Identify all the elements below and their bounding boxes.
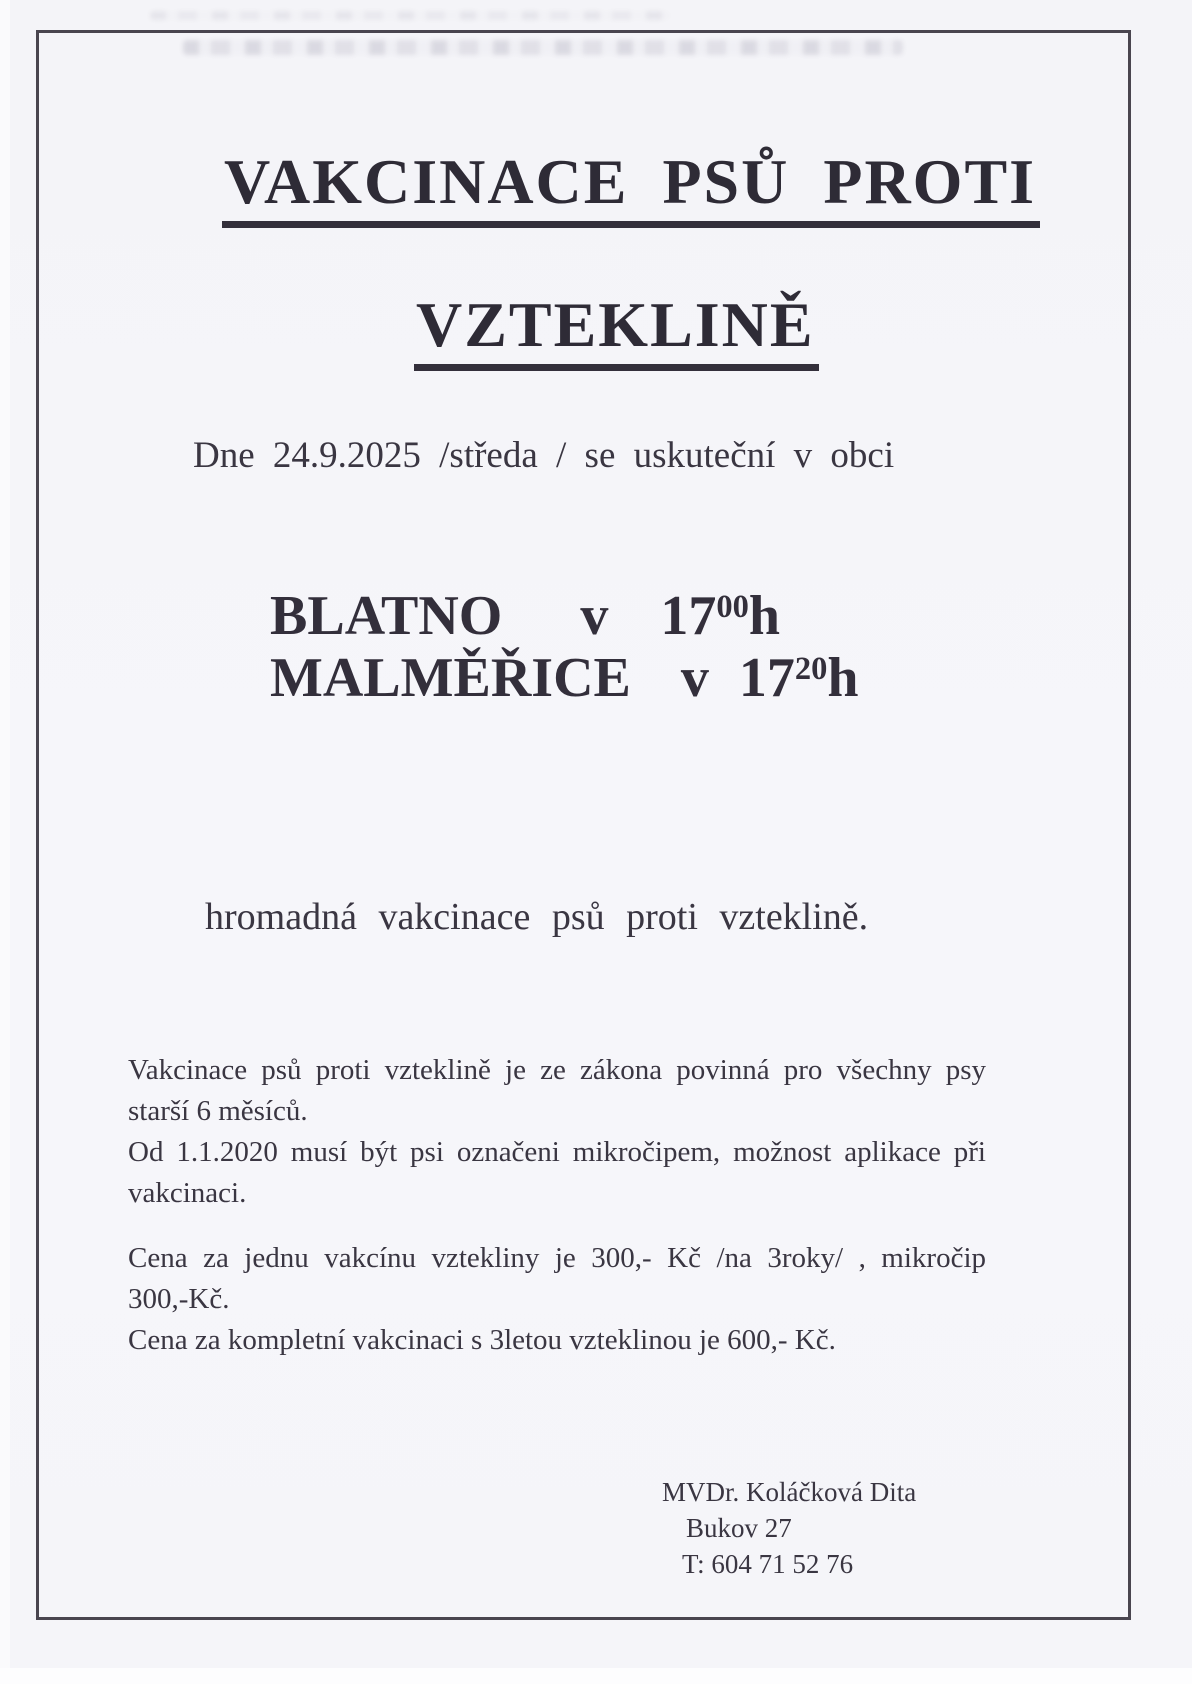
poster-title-line1-text: VAKCINACE PSŮ PROTI bbox=[222, 150, 1040, 228]
signature-address: Bukov 27 bbox=[686, 1513, 792, 1543]
poster-title-line2-text: VZTEKLINĚ bbox=[414, 293, 819, 371]
schedule-unit: h bbox=[827, 647, 859, 709]
event-date-line: Dne 24.9.2025 /středa / se uskuteční v obci bbox=[193, 435, 895, 476]
paragraph-line: Od 1.1.2020 musí být psi označeni mikročipem, možnost aplikace při bbox=[128, 1136, 986, 1168]
schedule-row bbox=[270, 647, 859, 709]
body-paragraph-1 bbox=[128, 1050, 986, 1214]
schedule-connector: v bbox=[580, 585, 609, 647]
schedule-minutes-superscript: 00 bbox=[716, 589, 749, 626]
scan-edge-strip bbox=[0, 1668, 1192, 1684]
schedule-hour: 17 bbox=[738, 647, 795, 709]
page-border-frame bbox=[36, 30, 1131, 1620]
schedule-place: BLATNO bbox=[270, 585, 503, 647]
schedule-time bbox=[739, 647, 859, 709]
schedule-row bbox=[270, 585, 780, 647]
schedule-place: MALMĚŘICE bbox=[270, 647, 631, 709]
signature-name: MVDr. Koláčková Dita bbox=[662, 1477, 917, 1507]
paragraph-line: starší 6 měsíců. bbox=[128, 1095, 308, 1127]
poster-title-line2 bbox=[414, 289, 819, 371]
bleedthrough-artifact-top bbox=[150, 11, 670, 20]
signature-phone: T: 604 71 52 76 bbox=[682, 1549, 854, 1579]
paragraph-line: Cena za kompletní vakcinaci s 3letou vzteklinou je 600,- Kč. bbox=[128, 1324, 836, 1356]
schedule-time bbox=[660, 585, 780, 647]
paragraph-line: vakcinaci. bbox=[128, 1177, 247, 1209]
schedule-minutes-superscript: 20 bbox=[794, 651, 828, 688]
paragraph-line: Vakcinace psů proti vzteklině je ze zákona povinná pro všechny psy bbox=[128, 1054, 986, 1086]
bleedthrough-artifact bbox=[183, 40, 903, 55]
schedule-unit: h bbox=[748, 585, 780, 647]
paragraph-line: Cena za jednu vakcínu vztekliny je 300,- Kč /na 3roky/ , mikročip bbox=[128, 1242, 986, 1274]
schedule-hour: 17 bbox=[660, 585, 717, 647]
poster-subtitle: hromadná vakcinace psů proti vzteklině. bbox=[205, 896, 869, 938]
body-paragraph-2 bbox=[128, 1238, 986, 1361]
signature-block bbox=[662, 1474, 916, 1582]
paragraph-line: 300,-Kč. bbox=[128, 1283, 230, 1315]
poster-title-line1 bbox=[222, 146, 1040, 228]
scan-left-edge-strip bbox=[0, 0, 10, 1684]
schedule-connector: v bbox=[680, 647, 709, 709]
